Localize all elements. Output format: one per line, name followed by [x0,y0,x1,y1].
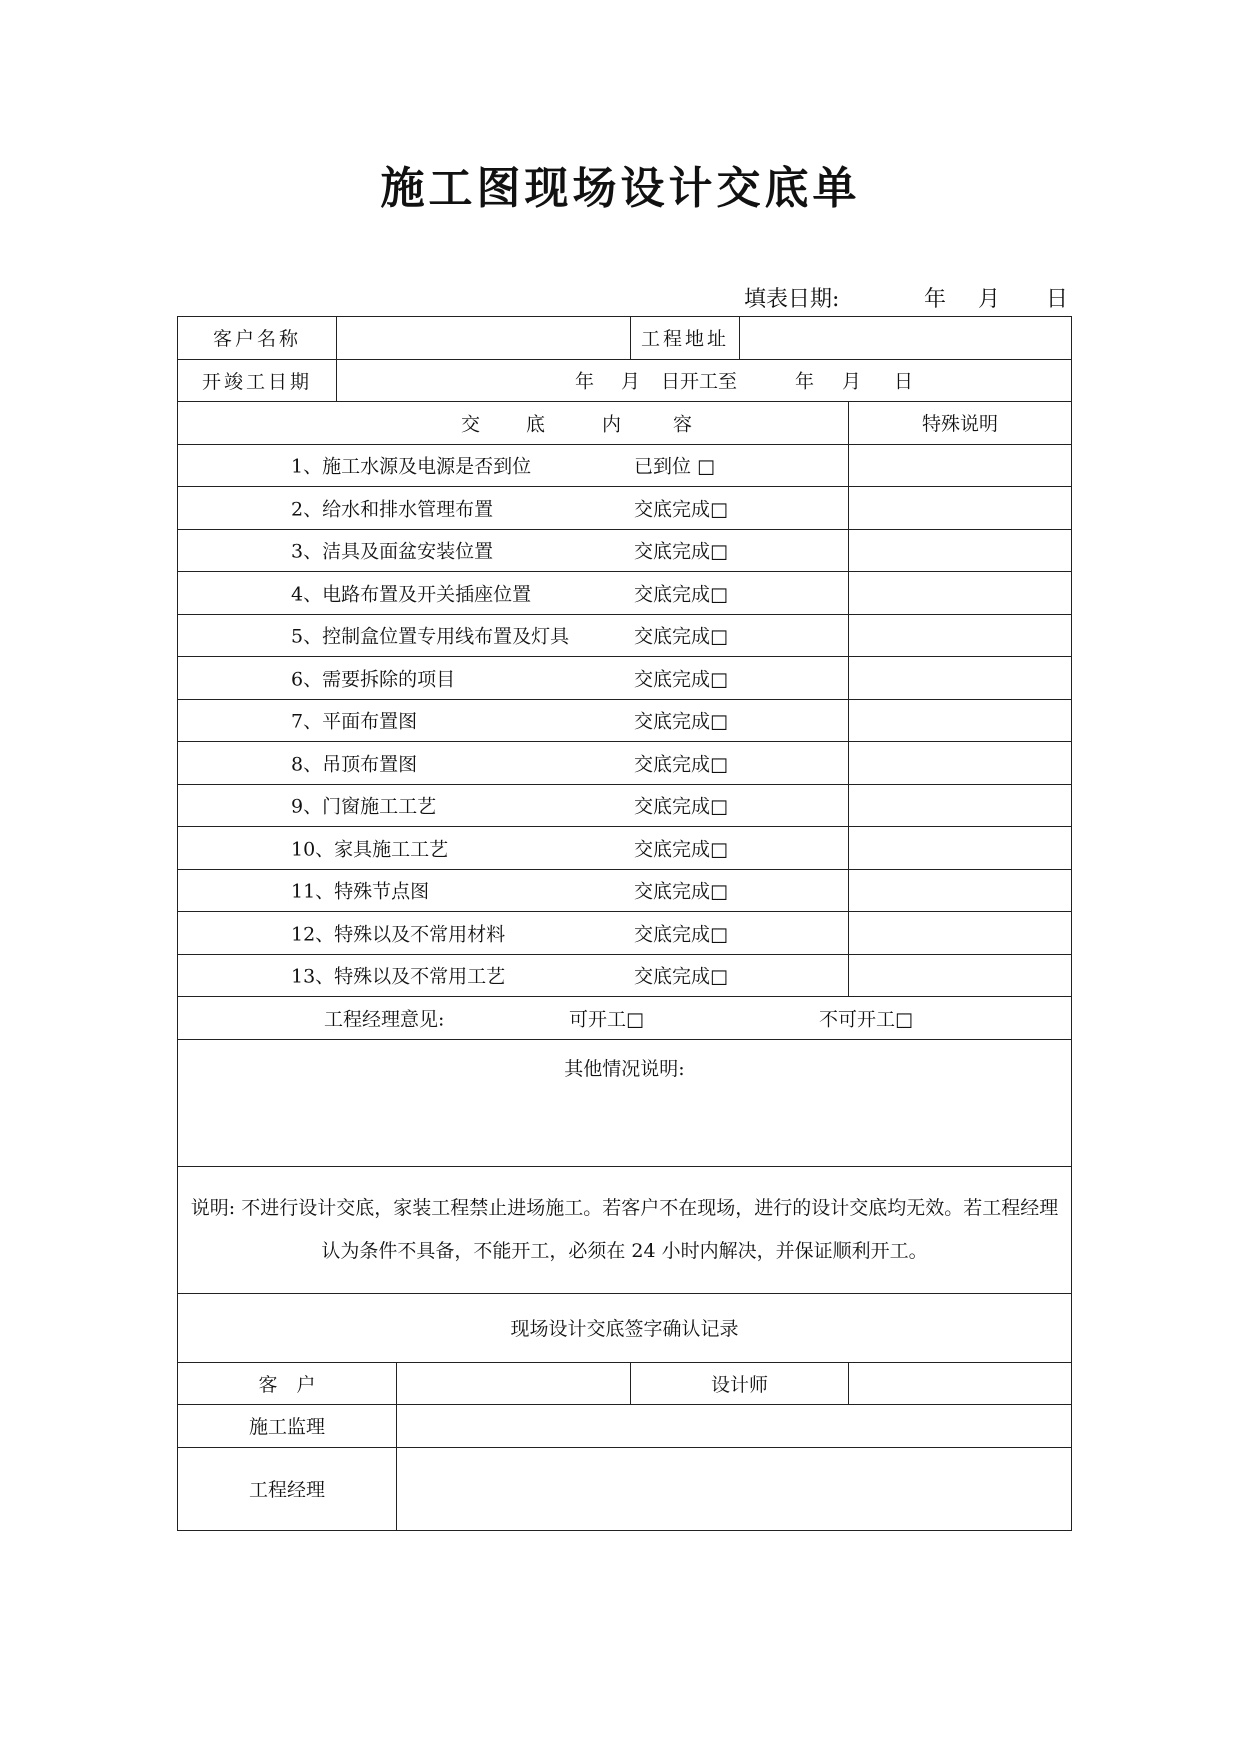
signature-title-row [178,1293,1072,1362]
manager-sign-label: 工程经理 [178,1447,397,1530]
item-row [178,614,1072,657]
project-address-label: 工程地址 [631,317,740,360]
special-notes-header: 特殊说明 [849,402,1072,445]
item-row [178,827,1072,870]
item-row [178,954,1072,997]
fill-date-year: 年 [924,287,947,312]
item-special-note-field[interactable] [849,954,1072,997]
note-row [178,1166,1072,1293]
item-row [178,657,1072,700]
designer-sign-field[interactable] [849,1362,1072,1405]
start-month: 月 [621,370,641,393]
start-year: 年 [575,370,595,393]
dates-field[interactable] [337,359,1072,402]
item-cell[interactable] [178,699,849,742]
item-row [178,912,1072,955]
item-special-note-field[interactable] [849,529,1072,572]
item-checkbox-status[interactable]: 交底完成□ [634,625,728,648]
content-header-word-1: 交 [461,413,481,436]
item-checkbox-status[interactable]: 交底完成□ [634,753,728,776]
customer-name-label: 客户名称 [178,317,337,360]
item-label: 8、吊顶布置图 [291,753,418,776]
page-title: 施工图现场设计交底单 [380,163,861,214]
item-checkbox-status[interactable]: 交底完成□ [634,923,728,946]
item-special-note-field[interactable] [849,699,1072,742]
item-label: 4、电路布置及开关插座位置 [291,583,532,606]
item-cell[interactable] [178,572,849,615]
item-checkbox-status[interactable]: 已到位 □ [634,455,715,478]
item-row [178,572,1072,615]
item-checkbox-status[interactable]: 交底完成□ [634,668,728,691]
end-year: 年 [795,370,815,393]
end-month: 月 [842,370,862,393]
item-label: 10、家具施工工艺 [291,838,449,861]
item-special-note-field[interactable] [849,657,1072,700]
item-checkbox-status[interactable]: 交底完成□ [634,498,728,521]
item-special-note-field[interactable] [849,444,1072,487]
item-checkbox-status[interactable]: 交底完成□ [634,540,728,563]
header-row-dates [178,359,1072,402]
item-label: 6、需要拆除的项目 [291,668,456,691]
item-label: 13、特殊以及不常用工艺 [291,965,506,988]
disclosure-form-table [177,316,1072,1531]
supervisor-sign-field[interactable] [397,1405,1072,1448]
item-cell[interactable] [178,954,849,997]
item-checkbox-status[interactable]: 交底完成□ [634,838,728,861]
other-notes-row [178,1039,1072,1166]
item-label: 1、施工水源及电源是否到位 [291,455,532,478]
item-row [178,699,1072,742]
item-cell[interactable] [178,444,849,487]
item-special-note-field[interactable] [849,827,1072,870]
item-cell[interactable] [178,912,849,955]
project-address-field[interactable] [740,317,1072,360]
content-header-word-4: 容 [673,413,693,436]
manager-sign-field[interactable] [397,1447,1072,1530]
item-checkbox-status[interactable]: 交底完成□ [634,710,728,733]
item-label: 2、给水和排水管理布置 [291,498,494,521]
item-special-note-field[interactable] [849,742,1072,785]
item-special-note-field[interactable] [849,912,1072,955]
item-label: 9、门窗施工工艺 [291,795,437,818]
item-row [178,444,1072,487]
item-cell[interactable] [178,869,849,912]
signature-row-supervisor [178,1405,1072,1448]
item-label: 11、特殊节点图 [291,880,430,903]
other-notes-field[interactable] [178,1039,1072,1166]
item-special-note-field[interactable] [849,869,1072,912]
item-row [178,487,1072,530]
item-cell[interactable] [178,614,849,657]
item-special-note-field[interactable] [849,784,1072,827]
signature-row-customer [178,1362,1072,1405]
item-row [178,529,1072,572]
manager-opinion-label: 工程经理意见: [324,1008,445,1031]
designer-sign-label: 设计师 [631,1362,849,1405]
manager-opinion-row [178,997,1072,1040]
cannot-start-checkbox[interactable]: 不可开工□ [819,1008,913,1031]
item-checkbox-status[interactable]: 交底完成□ [634,965,728,988]
header-row-customer [178,317,1072,360]
item-label: 3、洁具及面盆安装位置 [291,540,494,563]
item-row [178,869,1072,912]
customer-name-field[interactable] [337,317,631,360]
fill-date-day: 日 [1046,287,1069,312]
item-special-note-field[interactable] [849,572,1072,615]
supervisor-sign-label: 施工监理 [178,1405,397,1448]
item-special-note-field[interactable] [849,487,1072,530]
note-text: 说明: 不进行设计交底，家装工程禁止进场施工。若客户不在现场，进行的设计交底均无效。若工程经理认为条件不具备，不能开工，必须在 24 小时内解决，并保证顺利开工。 [178,1166,1072,1293]
item-label: 7、平面布置图 [291,710,418,733]
item-special-note-field[interactable] [849,614,1072,657]
item-row [178,742,1072,785]
signature-title: 现场设计交底签字确认记录 [178,1293,1072,1362]
item-cell[interactable] [178,827,849,870]
item-checkbox-status[interactable]: 交底完成□ [634,795,728,818]
content-header [178,402,849,445]
fill-date-label: 填表日期: [744,287,840,312]
dates-label: 开竣工日期 [178,359,337,402]
item-cell[interactable] [178,487,849,530]
item-row [178,784,1072,827]
item-checkbox-status[interactable]: 交底完成□ [634,880,728,903]
customer-sign-field[interactable] [397,1362,631,1405]
item-cell[interactable] [178,784,849,827]
item-cell[interactable] [178,742,849,785]
content-header-word-2: 底 [526,413,546,436]
start-day-to: 日开工至 [661,370,738,393]
customer-sign-label: 客 户 [178,1362,397,1405]
can-start-checkbox[interactable]: 可开工□ [569,1008,644,1031]
end-day: 日 [894,370,914,393]
content-header-row [178,402,1072,445]
other-notes-label: 其他情况说明: [564,1057,685,1080]
signature-row-manager [178,1447,1072,1530]
item-checkbox-status[interactable]: 交底完成□ [634,583,728,606]
manager-opinion-cell [178,997,1072,1040]
item-cell[interactable] [178,657,849,700]
content-header-word-3: 内 [602,413,622,436]
item-cell[interactable] [178,529,849,572]
fill-date-month: 月 [978,287,1001,312]
item-label: 12、特殊以及不常用材料 [291,923,506,946]
item-label: 5、控制盒位置专用线布置及灯具 [291,625,570,648]
